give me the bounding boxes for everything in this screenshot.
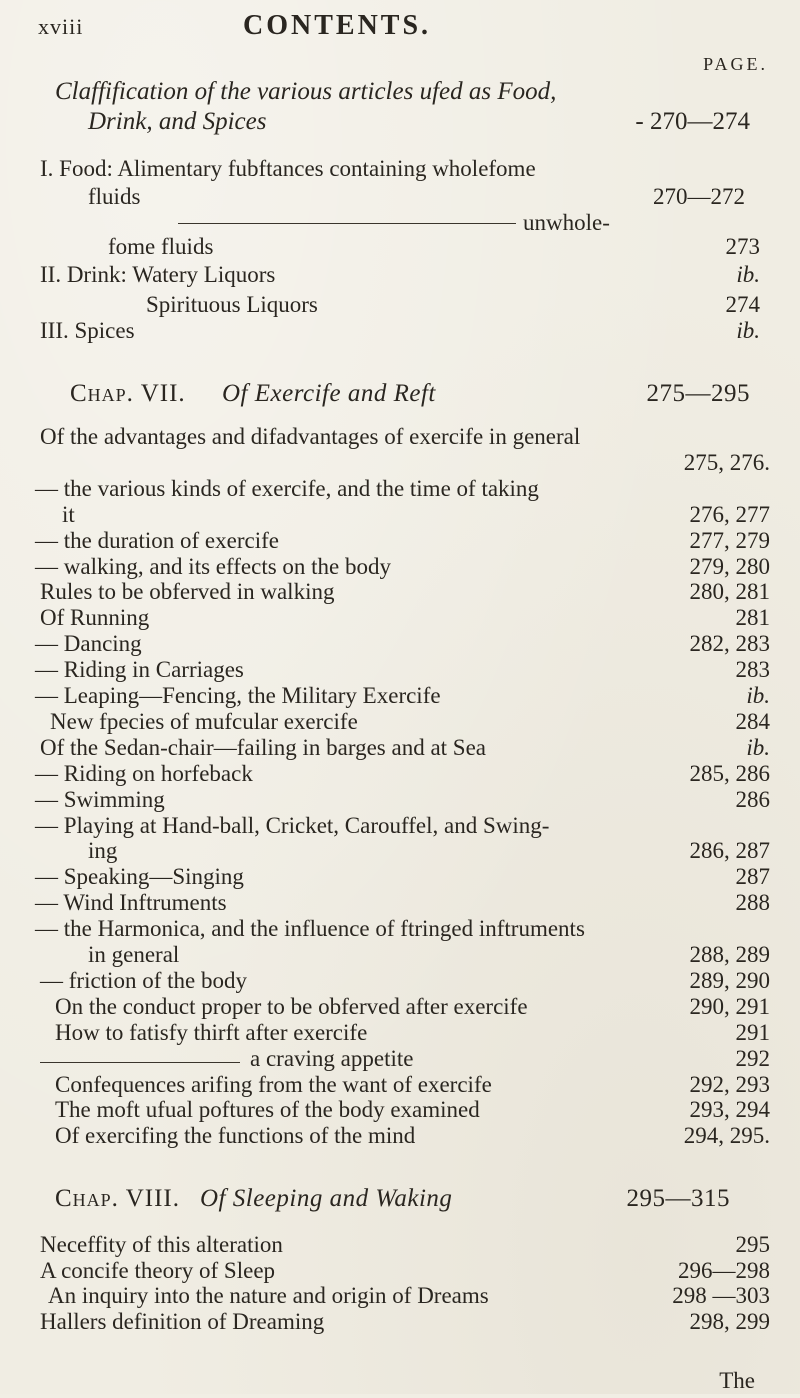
entry-pages: 286, 287 <box>689 838 770 864</box>
ditto-rule <box>40 1062 240 1063</box>
entry-pages: ib. <box>746 734 770 760</box>
entry-text: — Playing at Hand-ball, Cricket, Carouffel, and Swing- <box>35 812 550 838</box>
entry-text: ing <box>88 838 118 864</box>
entry-pages: 289, 290 <box>689 967 770 993</box>
entry-pages: 294, 295. <box>683 1123 770 1149</box>
entry-pages: 291 <box>735 1019 770 1045</box>
entry-pages: 282, 283 <box>689 631 770 657</box>
entry-text: Of exercifing the functions of the mind <box>55 1123 416 1149</box>
entry-text: — the duration of exercife <box>35 527 279 553</box>
entry-text: — the various kinds of exercife, and the time of taking <box>35 475 539 501</box>
list-item: I. Food: Alimentary fubftances containing wholefome <box>40 156 536 181</box>
entry-pages: 298, 299 <box>689 1308 770 1334</box>
entry-text: — Riding in Carriages <box>35 657 244 683</box>
catchword: The <box>719 1368 755 1393</box>
entry-pages: 279, 280 <box>689 553 770 579</box>
entry-text: An inquiry into the nature and origin of Dreams <box>48 1283 489 1308</box>
entry-pages: ib. <box>746 683 770 708</box>
entry-text: — the Harmonica, and the influence of ftringed inftruments <box>35 916 585 942</box>
entry-pages: 288 <box>735 890 770 916</box>
entry-text: New fpecies of mufcular exercife <box>50 708 358 734</box>
list-item: III. Spices ib. <box>40 318 760 343</box>
entry-text: How to fatisfy thirft after exercife <box>55 1019 368 1045</box>
entry-text: it <box>62 501 75 527</box>
toc-entry <box>0 1309 800 1339</box>
entry-pages: 295 <box>735 1232 770 1257</box>
entry-pages: 281 <box>735 605 770 631</box>
entry-pages: 287 <box>735 864 770 890</box>
chapter-heading: Chap. VIII. Of Sleeping and Waking 295—315 <box>55 1185 730 1212</box>
entry-text: — walking, and its effects on the body <box>35 553 392 579</box>
entry-text: Neceffity of this alteration <box>40 1232 283 1257</box>
entry-pages: 286 <box>735 786 770 812</box>
classification-section <box>0 78 800 287</box>
running-title: CONTENTS. <box>243 10 432 41</box>
entry-text: Of the Sedan-chair—failing in barges and at Sea <box>40 734 487 760</box>
entry-pages: 277, 279 <box>689 527 770 553</box>
classification-title: Claffification of the various articles ufed as Food, <box>55 78 557 105</box>
list-item: fluids 270—272 <box>88 184 745 209</box>
entry-pages: 290, 291 <box>689 993 770 1019</box>
entry-text: — Leaping—Fencing, the Military Exercife <box>35 683 441 708</box>
toc-entry <box>0 1123 800 1153</box>
list-item: fome fluids 273 <box>108 234 760 259</box>
entry-text: A concife theory of Sleep <box>40 1257 276 1283</box>
entry-pages: 276, 277 <box>689 501 770 527</box>
entry-text: — Speaking—Singing <box>35 864 244 890</box>
entry-pages: 283 <box>735 657 770 683</box>
entry-text: — friction of the body <box>40 967 247 993</box>
list-item: Spirituous Liquors 274 <box>146 292 760 317</box>
entry-pages: 298 —303 <box>672 1283 770 1308</box>
entry-pages: 275, 276. <box>683 449 770 475</box>
entry-text: — Riding on horfeback <box>35 760 253 786</box>
entry-pages: 288, 289 <box>689 942 770 967</box>
entry-pages: 284 <box>735 708 770 734</box>
entry-pages: 293, 294 <box>689 1097 770 1123</box>
entry-pages: 292, 293 <box>689 1071 770 1097</box>
entry-pages: 292 <box>735 1045 770 1071</box>
entry-text: — Dancing <box>35 631 142 657</box>
entry-text: Confequences arifing from the want of exercife <box>55 1071 492 1097</box>
entry-text: — Wind Inftruments <box>35 890 227 916</box>
list-item: unwhole- <box>523 210 610 235</box>
chapter-heading: Chap. VII. Of Exercife and Reft 275—295 <box>70 380 750 407</box>
entry-text: Rules to be obferved in walking <box>40 579 335 605</box>
entry-text: Of the advantages and difadvantages of exercife in general <box>40 424 581 449</box>
entry-text: Of Running <box>40 605 150 631</box>
entry-text: in general <box>88 942 180 967</box>
entry-text: Hallers definition of Dreaming <box>40 1308 325 1334</box>
entry-text: — Swimming <box>35 786 165 812</box>
list-item: II. Drink: Watery Liquors ib. <box>40 262 760 287</box>
page-column-label: PAGE. <box>703 54 768 74</box>
entry-pages: 285, 286 <box>689 760 770 786</box>
entry-pages: 280, 281 <box>689 579 770 605</box>
entry-text: a craving appetite <box>250 1045 414 1071</box>
page-header <box>38 10 780 50</box>
classification-title-cont: Drink, and Spices - 270—274 <box>88 108 750 135</box>
entry-text: On the conduct proper to be obferved after exercife <box>55 993 528 1019</box>
entry-text: The moft ufual poftures of the body examined <box>55 1097 480 1123</box>
entry-pages: 296—298 <box>678 1257 770 1283</box>
page-number: xviii <box>38 14 84 39</box>
